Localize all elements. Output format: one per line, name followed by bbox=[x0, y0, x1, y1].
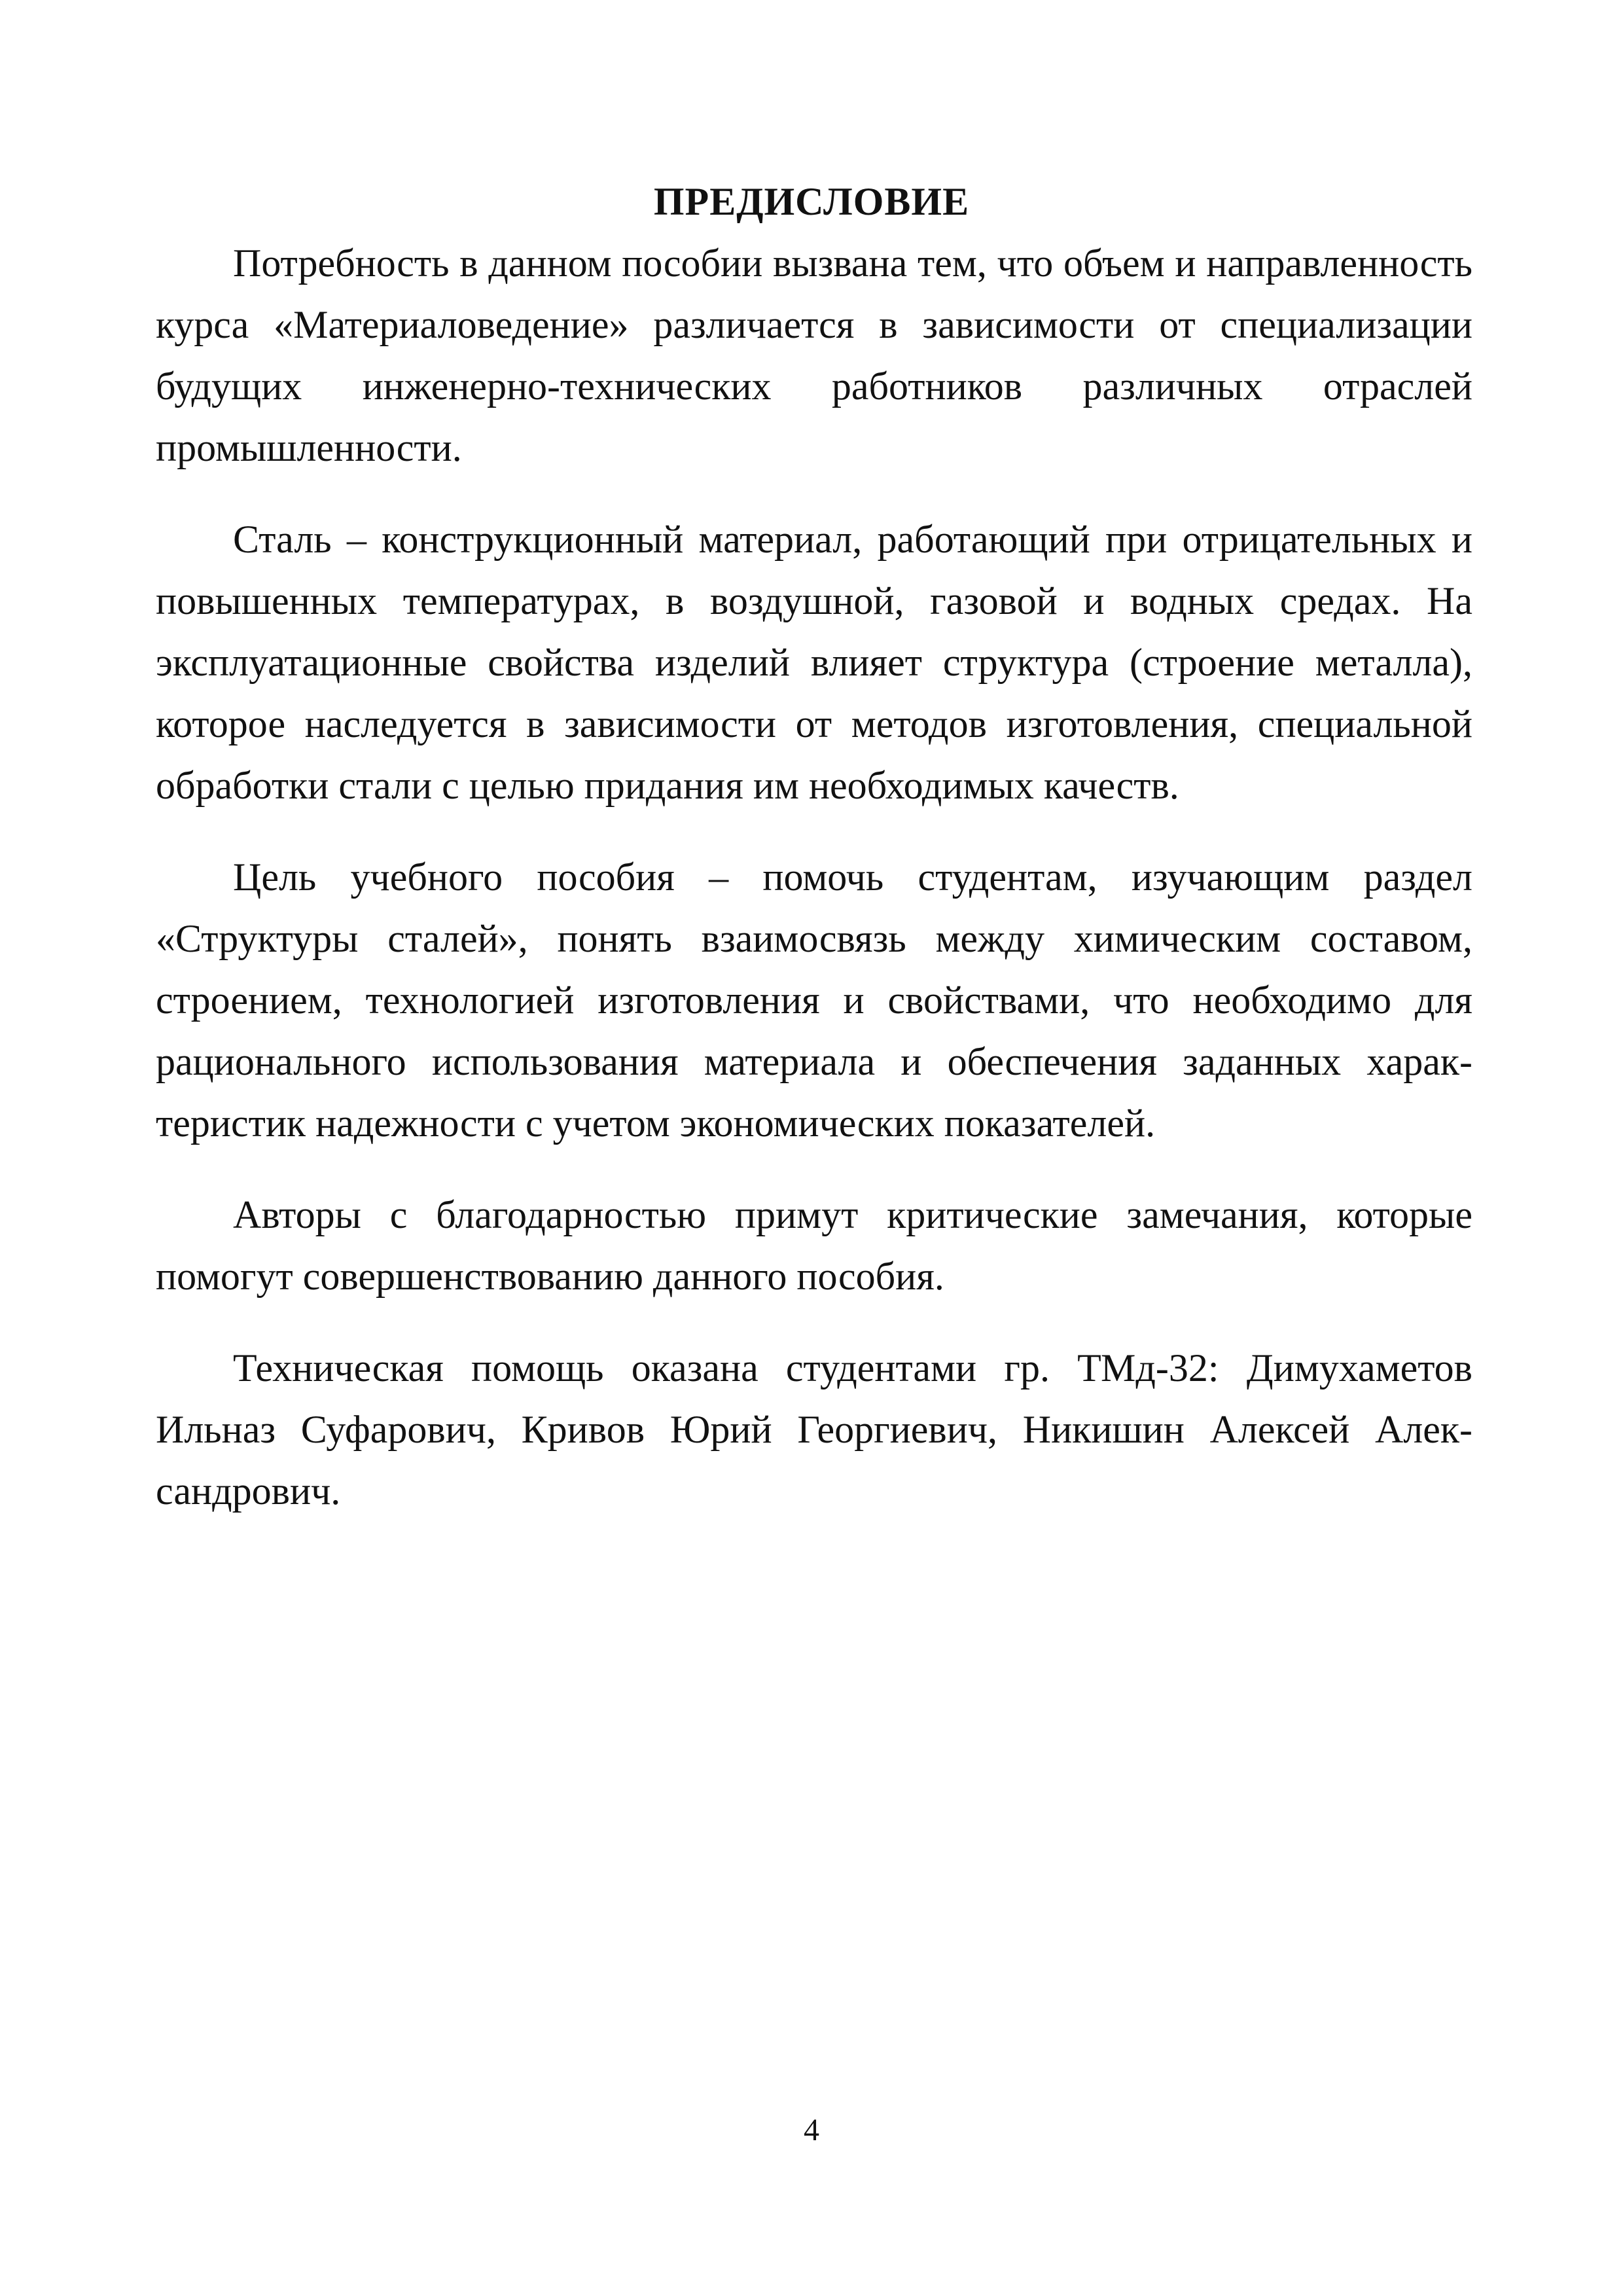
paragraph-purpose: Потребность в данном пособии вызвана тем, что объем и направленность курса «Материаловедение» различается в зависимости от специализации будущих инженерно-технических работников различных отраслей промышленности. bbox=[156, 242, 1472, 469]
paragraph-feedback: Авторы с благодарностью примут критические замечания, которые помогут совершенствованию данного пособия. bbox=[156, 1193, 1472, 1298]
paragraph-steel: Сталь – конструкционный материал, работающий при отрицательных и повышенных температурах, в воздушной, газовой и водных средах. На эксплуатационные свойства изделий влияет структура (строение металла), которое наследуется в зависимости от методов изготовления, специальной обработки стали с целью придания им необходимых качеств. bbox=[156, 518, 1472, 807]
paragraph-goal: Цель учебного пособия – помочь студентам, изучающим раздел «Структуры сталей», понять взаимосвязь между химическим составом, строением, технологией изготовления и свойствами, что необходимо для рационального использования материала и обеспечения заданных характеристик надежности с учетом экономических показателей. bbox=[156, 855, 1472, 1145]
paragraph-acknowledgements: Техническая помощь оказана студентами гр. ТМд-32: Димухаметов Ильназ Суфарович, Кривов Юрий Георгиевич, Никишин Алексей Александрович. bbox=[156, 1346, 1472, 1513]
page-number: 4 bbox=[804, 2113, 819, 2147]
page-title: ПРЕДИСЛОВИЕ bbox=[653, 180, 970, 224]
body-text bbox=[156, 232, 1472, 1552]
